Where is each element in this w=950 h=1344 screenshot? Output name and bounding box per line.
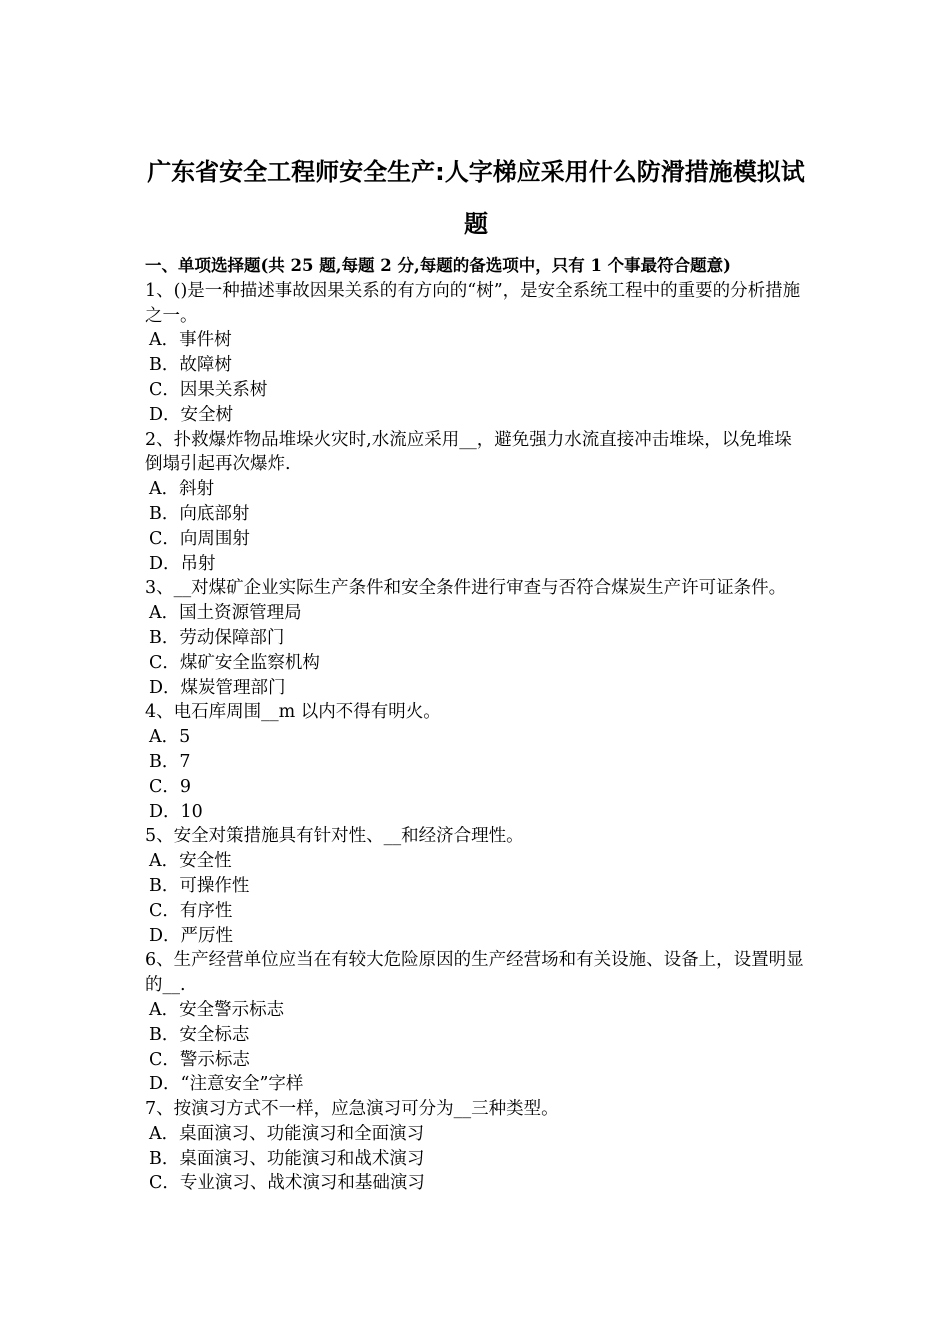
answer-option: D．安全树 [149, 404, 234, 425]
question-block [145, 279, 807, 428]
question-block [145, 824, 807, 948]
answer-option: A．桌面演习、功能演习和全面演习 [149, 1123, 425, 1144]
answer-option: D．严厉性 [149, 925, 234, 946]
question-block [145, 948, 807, 1097]
answer-option: B．故障树 [149, 355, 232, 376]
answer-option: B．劳动保障部门 [149, 627, 285, 648]
question-text: 6、生产经营单位应当在有较大危险原因的生产经营场和有关设施、设备上，设置明显的__. [145, 950, 804, 996]
question-block [145, 1097, 807, 1196]
answer-option: A．斜射 [149, 479, 215, 500]
question-text: 2、扑救爆炸物品堆垛火灾时,水流应采用__，避免强力水流直接冲击堆垛，以免堆垛倒塌引起再次爆炸. [145, 429, 792, 475]
document-title: 广东省安全工程师安全生产:人字梯应采用什么防滑措施模拟试题 [147, 158, 805, 238]
question-text: 4、电石库周围__m 以内不得有明火。 [145, 702, 441, 723]
question-text: 3、__对煤矿企业实际生产条件和安全条件进行审查与否符合煤炭生产许可证条件。 [145, 578, 787, 599]
answer-option: B．桌面演习、功能演习和战术演习 [149, 1148, 425, 1169]
answer-option: A．安全警示标志 [149, 999, 285, 1020]
section-heading: 一、单项选择题(共 25 题,每题 2 分,每题的备选项中，只有 1 个事最符合题意) [145, 256, 731, 275]
answer-option: B．向底部射 [149, 503, 250, 524]
question-list [145, 279, 807, 1196]
answer-option: D．“注意安全”字样 [149, 1074, 304, 1095]
answer-option: C．专业演习、战术演习和基础演习 [149, 1173, 425, 1194]
answer-option: A．5 [149, 727, 191, 748]
answer-option: B．安全标志 [149, 1024, 250, 1045]
answer-option: D．煤炭管理部门 [149, 677, 286, 698]
answer-option: A．国土资源管理局 [149, 603, 302, 624]
answer-option: C．警示标志 [149, 1049, 250, 1070]
question-text: 7、按演习方式不一样，应急演习可分为__三种类型。 [145, 1099, 559, 1120]
answer-option: A．事件树 [149, 330, 232, 351]
question-text: 1、()是一种描述事故因果关系的有方向的“树”，是安全系统工程中的重要的分析措施之一。 [145, 280, 801, 326]
answer-option: A．安全性 [149, 851, 232, 872]
question-block [145, 428, 807, 577]
answer-option: C．煤矿安全监察机构 [149, 652, 320, 673]
answer-option: B．可操作性 [149, 875, 250, 896]
answer-option: D．10 [149, 801, 203, 822]
answer-option: C．因果关系树 [149, 379, 268, 400]
answer-option: C．有序性 [149, 900, 233, 921]
answer-option: B．7 [149, 751, 191, 772]
document-page [145, 146, 807, 1196]
answer-option: D．吊射 [149, 553, 216, 574]
question-text: 5、安全对策措施具有针对性、__和经济合理性。 [145, 826, 524, 847]
answer-option: C．向周围射 [149, 528, 250, 549]
question-block [145, 700, 807, 824]
answer-option: C．9 [149, 776, 192, 797]
question-block [145, 576, 807, 700]
